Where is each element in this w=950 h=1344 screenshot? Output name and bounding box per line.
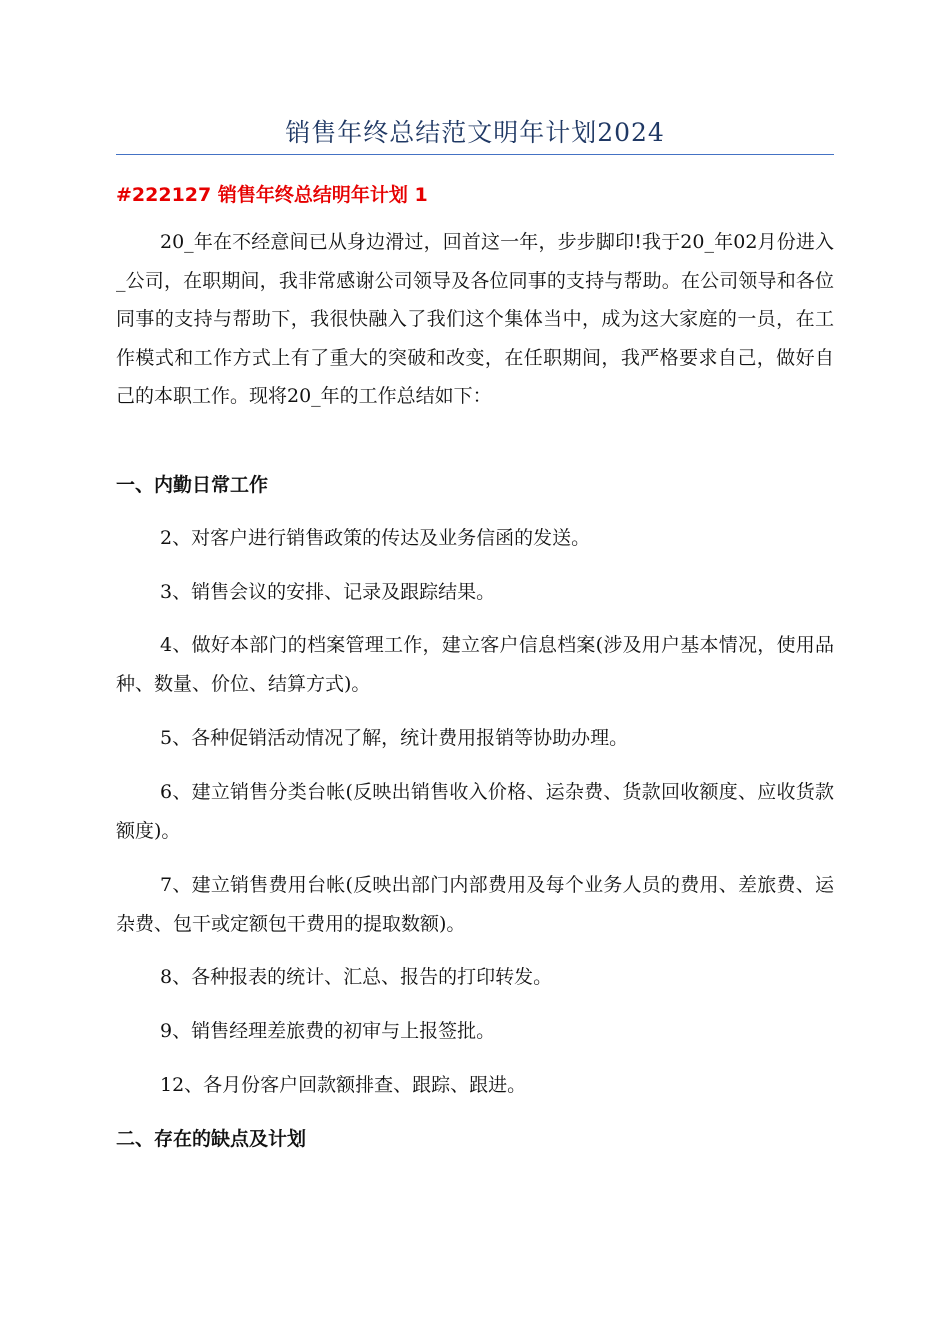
- list-item: 12、各月份客户回款额排查、跟踪、跟进。: [160, 1074, 527, 1096]
- list-item: 4、做好本部门的档案管理工作，建立客户信息档案(涉及用户基本情况，使用品种、数量、价位、结算方式)。: [116, 634, 834, 695]
- list-item: 7、建立销售费用台帐(反映出部门内部费用及每个业务人员的费用、差旅费、运杂费、包干或定额包干费用的提取数额)。: [116, 874, 834, 935]
- section-heading-2: 二、存在的缺点及计划: [116, 1128, 307, 1150]
- list-item: 8、各种报表的统计、汇总、报告的打印转发。: [160, 966, 553, 988]
- list-item: 9、销售经理差旅费的初审与上报签批。: [160, 1020, 496, 1042]
- section-heading-1: 一、内勤日常工作: [116, 474, 269, 496]
- document-title: 销售年终总结范文明年计划2024: [285, 118, 665, 147]
- list-item: 6、建立销售分类台帐(反映出销售收入价格、运杂费、货款回收额度、应收货款额度)。: [116, 781, 834, 842]
- intro-paragraph: 20_年在不经意间已从身边滑过，回首这一年，步步脚印!我于20_年02月份进入_公司，在职期间，我非常感谢公司领导及各位同事的支持与帮助。在公司领导和各位同事的支持与帮助下，我很快融入了我们这个集体当中，成为这大家庭的一员，在工作模式和工作方式上有了重大的突破和改变，在任职期间，我严格要求自己，做好自己的本职工作。现将20_年的工作总结如下：: [116, 231, 834, 407]
- list-item: 5、各种促销活动情况了解，统计费用报销等协助办理。: [160, 727, 629, 749]
- title-divider: [116, 154, 834, 155]
- list-item: 3、销售会议的安排、记录及跟踪结果。: [160, 581, 496, 603]
- list-item: 2、对客户进行销售政策的传达及业务信函的发送。: [160, 527, 591, 549]
- section-subtitle: #222127 销售年终总结明年计划 1: [116, 184, 428, 206]
